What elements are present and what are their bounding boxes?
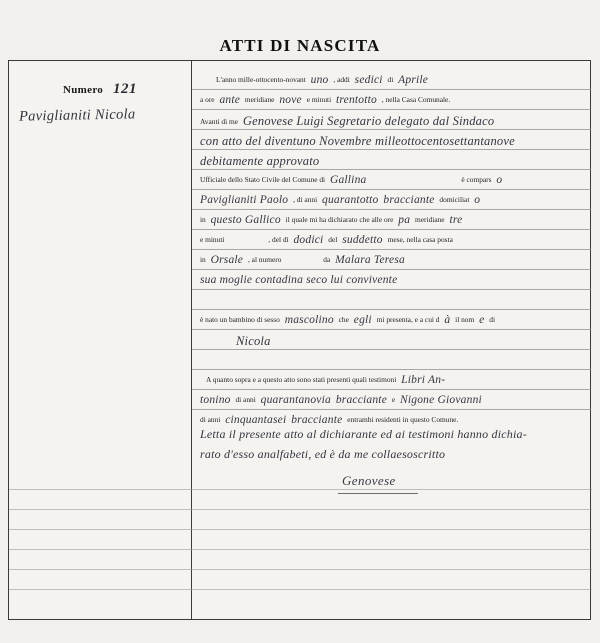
rule-line xyxy=(192,329,591,330)
register-frame xyxy=(8,60,591,620)
hand-run: sua moglie contadina seco lui convivente xyxy=(200,274,398,286)
hand-run: mascolino xyxy=(284,314,334,326)
printed-run: il nom xyxy=(455,315,475,324)
rule-line xyxy=(192,89,591,90)
rule-line xyxy=(9,529,592,530)
hand-run: bracciante xyxy=(335,394,388,406)
rule-line xyxy=(9,509,592,510)
printed-run: , al numero xyxy=(247,255,282,264)
printed-run: in xyxy=(200,255,206,264)
printed-run: che xyxy=(338,315,349,324)
printed-run: mi presenta, e a cui d xyxy=(376,315,440,324)
rule-line xyxy=(192,409,591,410)
hand-run: quarantanovia xyxy=(260,394,331,406)
text-line xyxy=(200,153,588,168)
margin-column xyxy=(9,61,191,619)
text-line xyxy=(200,213,588,225)
hand-run: e xyxy=(479,314,485,326)
hand-run: Genovese Luigi Segretario delegato dal Sindaco xyxy=(242,114,495,128)
rule-line xyxy=(192,149,591,150)
rule-line xyxy=(192,129,591,130)
printed-run: meridiane xyxy=(415,215,445,224)
printed-run: , addi xyxy=(333,75,350,84)
record-number xyxy=(9,81,191,98)
rule-line xyxy=(192,209,591,210)
rule-line xyxy=(192,249,591,250)
text-line xyxy=(200,93,588,105)
printed-run: da xyxy=(323,255,331,264)
text-line xyxy=(200,253,588,265)
printed-run: e minuti xyxy=(200,235,225,244)
printed-run: , nella Casa Comunale. xyxy=(381,95,451,104)
hand-run: Nicola xyxy=(236,334,271,348)
hand-run: Libri An- xyxy=(401,374,446,386)
printed-run: di xyxy=(489,315,496,324)
text-line xyxy=(216,73,600,85)
subject-name: Paviglianiti Nicola xyxy=(18,106,136,125)
hand-run: quarantotto xyxy=(322,194,379,206)
printed-run: , del dì xyxy=(268,235,289,244)
hand-run: sedici xyxy=(354,74,383,86)
hand-run: bracciante xyxy=(291,414,343,426)
printed-run: entrambi residenti in questo Comune. xyxy=(347,415,459,424)
hand-run: o xyxy=(496,174,503,186)
printed-run: in xyxy=(200,215,206,224)
rule-line xyxy=(192,389,591,390)
rule-line xyxy=(192,369,591,370)
text-line xyxy=(200,393,588,405)
printed-run: di xyxy=(387,75,394,84)
rule-line xyxy=(192,109,591,110)
text-line xyxy=(206,373,594,385)
text-line xyxy=(236,333,600,348)
printed-run: , di anni xyxy=(293,195,318,204)
printed-run: mese, nella casa posta xyxy=(387,235,453,244)
printed-run: è nato un bambino di sesso xyxy=(200,315,280,324)
record-number-value: 121 xyxy=(112,81,137,97)
hand-run: o xyxy=(474,194,481,206)
hand-run: à xyxy=(444,314,451,326)
printed-run: Ufficiale dello Stato Civile del Comune di xyxy=(200,175,326,184)
printed-run: a ore xyxy=(200,95,215,104)
rule-line xyxy=(192,309,591,310)
rule-line xyxy=(192,229,591,230)
hand-run: nove xyxy=(279,94,302,106)
printed-run: di anni xyxy=(200,415,221,424)
closing-line: rato d'esso analfabeti, ed è da me collaesoscritto xyxy=(200,447,446,461)
printed-run: del xyxy=(328,235,338,244)
signature: Genovese xyxy=(342,473,396,488)
hand-run: Nigone Giovanni xyxy=(400,394,482,406)
text-line xyxy=(200,233,588,245)
printed-run: A quanto sopra e a questo atto sono stati presenti quali testimoni xyxy=(206,375,397,384)
hand-run: bracciante xyxy=(383,194,435,206)
hand-run: trentotto xyxy=(336,94,377,106)
hand-run: debitamente approvato xyxy=(200,154,320,168)
hand-run: Paviglianiti Paolo xyxy=(200,194,289,206)
hand-run: ante xyxy=(219,94,241,106)
hand-run: tre xyxy=(449,214,463,226)
rule-line xyxy=(192,169,591,170)
hand-run: Gallina xyxy=(329,174,367,186)
hand-run: egli xyxy=(353,314,372,326)
hand-run: tonino xyxy=(200,394,231,406)
printed-run: di anni xyxy=(235,395,256,404)
printed-run: e xyxy=(391,395,396,404)
hand-run: uno xyxy=(310,74,329,86)
hand-run: Malara Teresa xyxy=(335,254,405,266)
printed-run: e minuti xyxy=(306,95,332,104)
rule-line xyxy=(9,549,592,550)
signature-flourish xyxy=(338,493,418,494)
body-column xyxy=(192,61,591,619)
text-line xyxy=(200,273,588,285)
hand-run: dodici xyxy=(293,234,324,246)
hand-run: suddetto xyxy=(342,234,383,246)
rule-line xyxy=(192,189,591,190)
hand-run: Orsale xyxy=(210,254,244,266)
hand-run: con atto del diventuno Novembre milleottocentosettantanove xyxy=(200,134,515,148)
rule-line xyxy=(9,489,592,490)
hand-run: pa xyxy=(398,214,411,226)
hand-run: cinquantasei xyxy=(225,414,287,426)
record-number-label: Numero xyxy=(63,84,104,96)
printed-run: domiciliat xyxy=(439,195,470,204)
printed-run: è compars xyxy=(461,175,492,184)
printed-run: il quale mi ha dichiarato che alle ore xyxy=(285,215,394,224)
hand-run: Aprile xyxy=(398,74,429,86)
rule-line xyxy=(192,289,591,290)
text-line xyxy=(200,173,588,185)
rule-line xyxy=(192,349,591,350)
page-title: ATTI DI NASCITA xyxy=(219,36,381,55)
printed-run: Avanti di me xyxy=(200,117,239,126)
rule-line xyxy=(9,589,592,590)
text-line xyxy=(200,113,588,128)
rule-line xyxy=(192,269,591,270)
hand-run: questo Gallico xyxy=(210,214,281,226)
rule-line xyxy=(9,569,592,570)
text-line xyxy=(200,313,588,325)
printed-run: L'anno mille-ottocento-novant xyxy=(216,75,306,84)
text-line xyxy=(200,133,588,148)
printed-run: meridiane xyxy=(244,95,275,104)
closing-line: Letta il presente atto al dichiarante ed ai testimoni hanno dichia- xyxy=(200,427,527,441)
text-line xyxy=(200,193,588,205)
text-line xyxy=(200,413,588,425)
